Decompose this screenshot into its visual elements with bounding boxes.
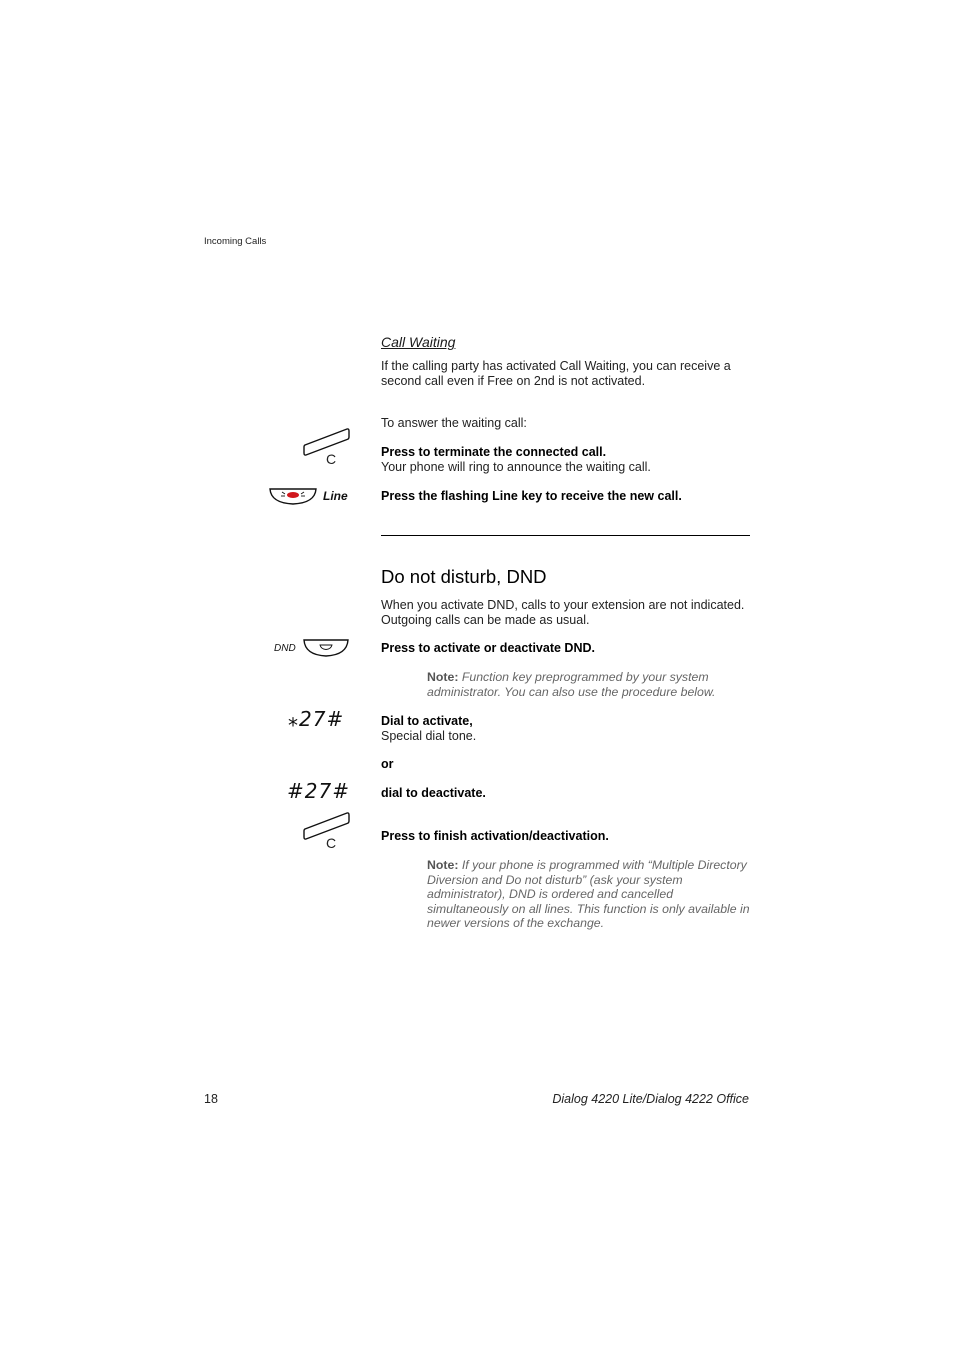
note-text: administrator), DND is ordered and cancelled [427,887,674,902]
step-text: Your phone will ring to announce the waiting call. [381,460,651,474]
code-deactivate: #27# [287,779,350,803]
step-flashing-line: Press the flashing Line key to receive the new call. [381,489,682,503]
dnd-intro [381,598,744,628]
note-text: Function key preprogrammed by your system [461,670,709,684]
note-multiple-directory [427,858,750,931]
call-waiting-intro [381,359,731,389]
dnd-key-icon [302,638,350,658]
step-deactivate: dial to deactivate. [381,786,486,800]
note-text: administrator. You can also use the procedure below. [427,684,716,699]
call-waiting-title: Call Waiting [381,334,456,350]
step-finish: Press to finish activation/deactivation. [381,829,609,843]
step-terminate [381,445,651,475]
note-function-key [427,670,715,699]
running-header: Incoming Calls [204,236,267,247]
step-activate [381,714,476,744]
note-text: newer versions of the exchange. [427,916,605,931]
step-bold: Press to terminate the connected call. [381,445,607,459]
answer-prompt: To answer the waiting call: [381,416,527,430]
line-key-label: Line [323,489,348,503]
intro-line: When you activate DND, calls to your extension are not indicated. [381,598,745,612]
clear-key-label: C [326,451,337,467]
note-label: Note: [427,670,459,684]
dnd-title: Do not disturb, DND [381,566,547,587]
line-key-icon [268,485,318,507]
clear-key-label: C [326,835,337,851]
note-text: If your phone is programmed with “Multiple Directory [461,858,747,872]
step-bold: Dial to activate, [381,714,473,728]
step-dnd-toggle: Press to activate or deactivate DND. [381,641,595,655]
step-text: Special dial tone. [381,729,477,743]
intro-line: Outgoing calls can be made as usual. [381,613,590,627]
note-text: Diversion and Do not disturb” (ask your system [427,872,683,887]
section-divider [381,535,750,536]
page-number: 18 [204,1092,218,1106]
note-label: Note: [427,858,459,872]
note-text: simultaneously on all lines. This function is only available in [427,901,750,916]
code-activate: ⁎27# [288,707,345,731]
product-name: Dialog 4220 Lite/Dialog 4222 Office [552,1092,749,1106]
intro-line: If the calling party has activated Call Waiting, you can receive a [381,359,731,373]
intro-line: second call even if Free on 2nd is not activated. [381,374,646,388]
dnd-key-label: DND [274,643,296,654]
or-text: or [381,757,394,771]
